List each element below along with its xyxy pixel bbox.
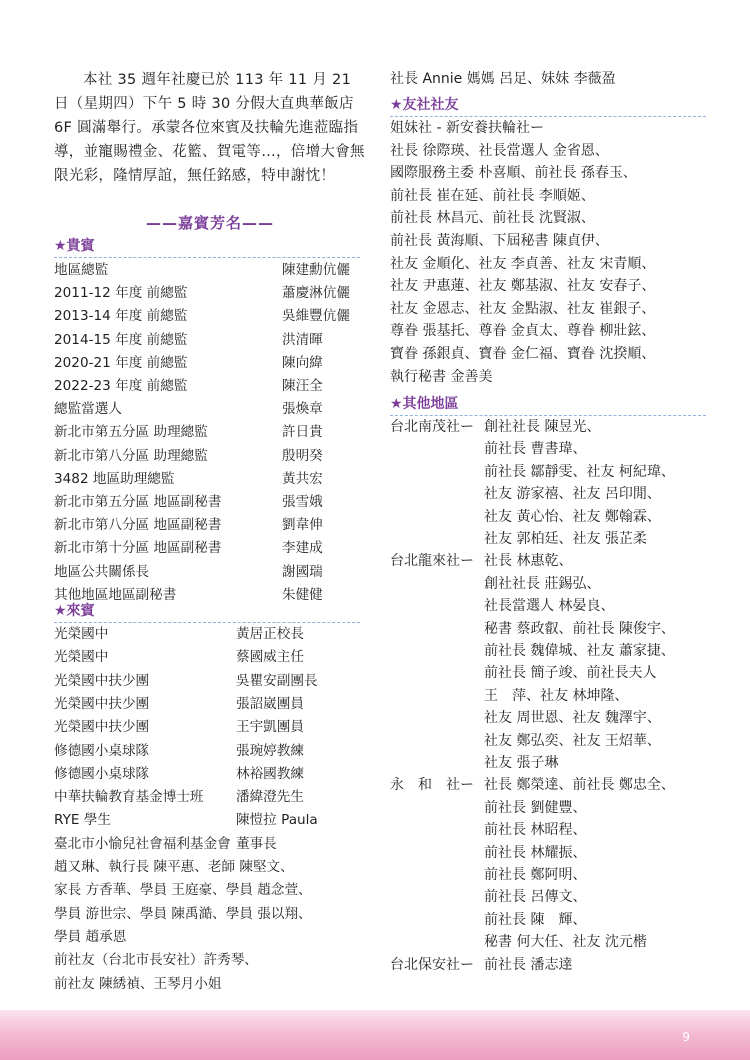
vip-row	[54, 421, 323, 445]
friend-line: 前社長 黃海順、下屆秘書 陳貞伊、	[390, 233, 609, 249]
guest-title: 中華扶輪教育基金博士班	[54, 789, 204, 806]
vip-title: 2014-15 年度 前總監	[54, 331, 188, 348]
friend-line: 姐妹社 - 新安養扶輪社ー	[390, 120, 544, 136]
club-member-line: 秘書 何大任、社友 沈元楷	[484, 934, 647, 951]
vip-divider	[54, 257, 360, 258]
guest-title: 光榮國中扶少團	[54, 695, 150, 712]
club-dash: ー	[460, 553, 474, 570]
guest-title: 修德國小桌球隊	[54, 742, 150, 759]
vip-row	[54, 537, 323, 561]
vip-row	[54, 561, 323, 585]
guest-row	[54, 716, 304, 740]
vip-title: 新北市第五分區 地區副秘書	[54, 494, 222, 510]
club-member-line: 前社長 曹書瑋、	[484, 441, 587, 458]
guest-title: 光榮國中扶少團	[54, 672, 150, 689]
guest-row	[54, 763, 304, 787]
guest-title: 修德國小桌球隊	[54, 765, 150, 782]
vip-row	[54, 514, 323, 538]
guest-line: 前社友（台北市長安社）許秀琴、	[54, 952, 258, 969]
club-member-line: 前社長 林耀振、	[484, 844, 587, 861]
guest-line: 前社友 陳綉禎、王琴月小姐	[54, 975, 222, 992]
guest-row	[54, 623, 304, 647]
friend-line: 寶眷 孫銀貞、寶眷 金仁福、寶眷 沈揆順、	[390, 346, 656, 362]
club-member-line: 前社長 簡子竣、前社長夫人	[484, 665, 657, 682]
friend-line: 執行秘書 金善美	[390, 368, 493, 385]
club-dash: ー	[460, 777, 474, 794]
vip-title: 新北市第五分區 助理總監	[54, 424, 208, 441]
vip-name: 殷明癸	[282, 447, 323, 464]
vip-row	[54, 259, 350, 283]
vip-row	[54, 375, 323, 399]
vip-name: 陳向緯	[282, 354, 323, 371]
club-member-line: 社友 郭柏廷、社友 張芷柔	[484, 531, 647, 547]
vip-name: 黃共宏	[282, 470, 323, 487]
vip-row	[54, 468, 323, 492]
guest-name: 陳愷拉 Paula	[236, 812, 318, 829]
vip-title: 地區公共關係長	[54, 563, 150, 580]
intro-paragraph: 本社 35 週年社慶已於 113 年 11 月 21 日（星期四）下午 5 時 30 分假大直典華飯店 6F 圓滿舉行。承蒙各位來賓及扶輪先進蒞臨指導，並寵賜禮金、花籃、賀電等…，倍增大會無限光彩，隆情厚誼，無任銘感，特申謝忱！	[54, 72, 365, 184]
vip-name: 張煥章	[282, 401, 323, 418]
page-number: 9	[682, 1030, 690, 1044]
guest-row	[54, 786, 304, 810]
club-member-line: 創社社長 莊錫弘、	[484, 575, 601, 592]
vip-row	[54, 445, 323, 469]
guest-list-title: ——嘉賓芳名——	[145, 214, 274, 232]
vip-row	[54, 398, 323, 422]
friend-heading: ★友社社友	[390, 97, 459, 113]
guest-row	[54, 740, 304, 764]
other-heading: ★其他地區	[390, 396, 459, 412]
club-member-line: 前社長 呂傳文、	[484, 889, 587, 906]
vip-name: 朱健健	[282, 586, 323, 603]
vip-row	[54, 305, 350, 329]
guest-title: 光榮國中	[54, 626, 109, 642]
friend-line: 社友 尹惠蓮、社友 鄭基淑、社友 安春子、	[390, 278, 656, 295]
vip-title: 2011-12 年度 前總監	[54, 285, 188, 302]
club-name: 台北龍來社ー	[390, 553, 474, 570]
vip-name: 許日貴	[282, 424, 323, 441]
vip-row	[54, 491, 323, 515]
guest-row	[54, 646, 304, 670]
vip-name: 吳維豐伉儷	[282, 308, 350, 325]
guest-row	[54, 670, 318, 694]
club-member-line: 前社長 潘志達	[484, 956, 573, 973]
club-member-line: 王 萍、社友 林坤隆、	[484, 687, 629, 704]
club-member-line: 前社長 鄒靜雯、社友 柯紀瑋、	[484, 463, 675, 480]
guest-name: 蔡國威主任	[236, 649, 304, 666]
guest-name: 潘緯澄先生	[236, 789, 304, 806]
vip-name: 劉韋伸	[282, 517, 323, 534]
guest-name: 林裕國教練	[236, 765, 304, 782]
guest-title: 光榮國中	[54, 649, 109, 666]
vip-row	[54, 329, 323, 353]
club-member-line: 社長 鄭榮達、前社長 鄭忠全、	[484, 777, 675, 794]
vip-row	[54, 352, 323, 376]
guest-line: 家長 方香華、學員 王庭豪、學員 趙念萱、	[54, 882, 312, 899]
vip-name: 洪清暉	[282, 331, 323, 348]
guest-title: 光榮國中扶少團	[54, 719, 150, 736]
guest-row	[54, 833, 277, 857]
vip-title: 其他地區地區副秘書	[54, 586, 177, 603]
guest-name: 黃居正校長	[236, 626, 304, 642]
friend-line: 前社長 崔在延、前社長 李順姬、	[390, 187, 595, 204]
club-member-line: 社友 張子琳	[484, 755, 559, 771]
guest-name: 董事長	[236, 835, 277, 852]
club-member-line: 秘書 蔡政叡、前社長 陳俊宇、	[484, 620, 675, 637]
club-dash: ー	[460, 956, 474, 973]
club-member-line: 前社長 劉健豐、	[484, 799, 587, 816]
guest-line: 學員 趙承恩	[54, 928, 127, 945]
vip-title: 2013-14 年度 前總監	[54, 308, 188, 325]
vip-row	[54, 282, 350, 306]
club-member-line: 社友 周世恩、社友 魏澤宇、	[484, 710, 661, 727]
vip-title: 總監當選人	[54, 401, 122, 418]
vip-row	[54, 584, 323, 608]
guests-heading: ★來賓	[54, 603, 95, 619]
vip-heading: ★貴賓	[54, 238, 95, 254]
right-top-line: 社長 Annie 媽媽 呂足、妹妹 李薇盈	[390, 71, 616, 87]
vip-name: 張雪娥	[282, 494, 323, 510]
vip-name: 謝國瑞	[282, 563, 323, 580]
club-member-line: 社友 黃心怡、社友 鄭翰霖、	[484, 508, 661, 525]
guest-row	[54, 809, 318, 833]
guest-line: 趙又琳、執行長 陳平惠、老師 陳堅文、	[54, 859, 294, 875]
vip-name: 陳汪全	[282, 378, 323, 394]
club-member-line: 前社長 鄭阿明、	[484, 867, 587, 883]
club-member-line: 社長當選人 林晏良、	[484, 598, 615, 615]
club-name: 永 和 社ー	[390, 777, 474, 794]
guest-name: 王宇凱團員	[236, 719, 304, 736]
club-name: 台北南茂社ー	[390, 419, 474, 435]
friend-line: 前社長 林昌元、前社長 沈賢淑、	[390, 210, 595, 227]
vip-title: 地區總監	[54, 262, 109, 278]
vip-title: 3482 地區助理總監	[54, 470, 175, 487]
friend-line: 社友 金恩志、社友 金點淑、社友 崔銀子、	[390, 300, 656, 317]
friend-line: 社友 金順化、社友 李貞善、社友 宋青順、	[390, 255, 656, 272]
club-member-line: 前社長 林昭程、	[484, 822, 587, 839]
club-member-line: 社友 鄭弘奕、社友 王炤華、	[484, 732, 661, 749]
vip-name: 李建成	[282, 540, 323, 557]
vip-title: 新北市第八分區 地區副秘書	[54, 517, 222, 534]
guest-title: 臺北市小愉兒社會福利基金會	[54, 835, 231, 852]
footer-band	[0, 1010, 750, 1060]
guest-name: 吳瞿安副團長	[236, 672, 318, 689]
club-member-line: 前社長 陳 輝、	[484, 911, 587, 928]
club-member-line: 社友 游家禧、社友 呂印閒、	[484, 486, 661, 503]
club-name: 台北保安社ー	[390, 956, 474, 973]
club-member-line: 創社社長 陳昱光、	[484, 419, 601, 435]
friend-line: 社長 徐際瑛、社長當選人 金省恩、	[390, 142, 609, 159]
guest-title: RYE 學生	[54, 812, 111, 829]
vip-title: 新北市第十分區 地區副秘書	[54, 540, 222, 557]
vip-name: 蕭慶淋伉儷	[282, 285, 350, 302]
vip-title: 新北市第八分區 助理總監	[54, 447, 208, 464]
guest-name: 張琬婷教練	[236, 742, 304, 759]
vip-title: 2022-23 年度 前總監	[54, 378, 188, 394]
vip-title: 2020-21 年度 前總監	[54, 354, 188, 371]
vip-name: 陳建勳伉儷	[282, 262, 350, 278]
club-dash: ー	[460, 419, 474, 435]
club-member-line: 前社長 魏偉城、社友 蕭家捷、	[484, 643, 675, 659]
friend-line: 尊眷 張基托、尊眷 金貞太、尊眷 柳壯鉉、	[390, 323, 656, 340]
guest-line: 學員 游世宗、學員 陳禹澔、學員 張以翔、	[54, 905, 312, 922]
club-member-line: 社長 林惠乾、	[484, 553, 573, 570]
guest-name: 張詔崴團員	[236, 695, 304, 712]
friend-line: 國際服務主委 朴喜順、前社長 孫春玉、	[390, 165, 637, 182]
guest-row	[54, 693, 304, 717]
